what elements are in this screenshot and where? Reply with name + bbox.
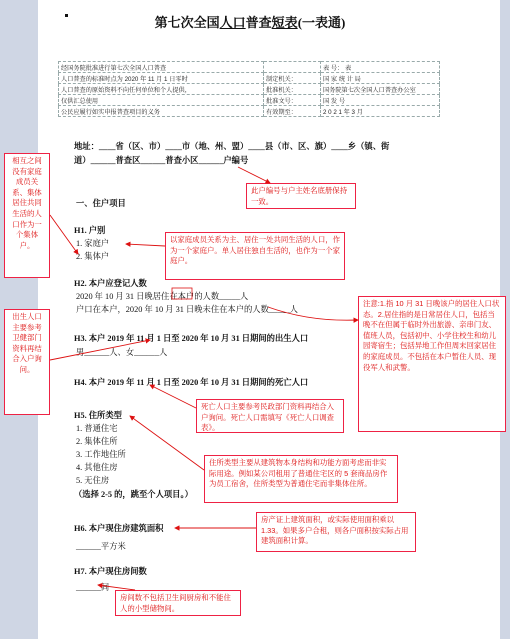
h5-option: 4. 其他住房	[76, 463, 118, 472]
section-heading: 一、住户项目	[76, 199, 126, 208]
h2-line-1: 2020 年 10 月 31 日晚居住在本户的人数_____人	[76, 292, 249, 301]
h5-label: H5. 住所类型	[74, 411, 122, 420]
h6-line: ______平方米	[76, 542, 126, 551]
h5-option: 2. 集体住所	[76, 437, 118, 446]
h3-line: 男______人、女______人	[76, 348, 168, 357]
annotation-h7-note: 房间数不包括卫生间厨房和不能住人的小型储物间。	[115, 590, 241, 616]
h3-label: H3. 本户 2019 年 11 月 1 日至 2020 年 10 月 31 日期间的出生人口	[74, 334, 309, 343]
meta-table	[58, 61, 440, 117]
annotation-h2-note: 注意:1.指 10 月 31 日晚该户的居住人口状态。2.居住指的是日常居住人口，包括当晚不在但属于临时外出旅游、亲串门友、值班人员，包括初中、小学住校生和幼儿园寄宿生；包括异地工作但周末回家居住的家庭成员。不包括在本户暂住人员、现役军人和武警。	[358, 296, 506, 432]
annotation-family-household: 以家庭成员关系为主、居住一处共同生活的人口，作为一个家庭户。单人居住独自生活的，也作为一个家庭户。	[165, 232, 345, 280]
meta-row: 经国务院批准进行第七次全国人口普查 表 号： 表	[59, 62, 440, 73]
h2-line-2: 户口在本户，2020 年 10 月 31 日晚未住在本户的人数_____人	[76, 305, 298, 314]
h7-line: ______间	[76, 583, 110, 592]
annotation-collective-household: 相互之间没有家庭成员关系、集体居住共同生活的人口作为一个集体户。	[4, 153, 50, 278]
bullet-dot	[65, 14, 68, 17]
h5-option: 1. 普通住宅	[76, 424, 118, 433]
h5-note: （选择 2-5 的，跳至个人项目。）	[74, 490, 193, 499]
page-title: 第七次全国人口普查短表(一表通)	[154, 15, 346, 30]
h5-option: 3. 工作地住所	[76, 450, 126, 459]
h1-option-2: 2. 集体户	[76, 252, 110, 261]
meta-row: 仅供汇总使用 批准文号： 国 发 号	[59, 95, 440, 106]
meta-row: 公民应履行如实申报普查项目的义务 有效期至： 2 0 2 1 年 3 月	[59, 106, 440, 117]
meta-row: 人口普查的原始资料不向任何单位和个人提供， 批准机关： 国务院第七次全国人口普查办公室	[59, 84, 440, 95]
address-line-2: 道）______普查区______普查小区______户编号	[74, 156, 249, 165]
annotation-household-number: 此户编号与户主姓名底册保持一致。	[246, 183, 356, 209]
h2-label: H2. 本户应登记人数	[74, 279, 147, 288]
annotation-birth-source: 出生人口主要参考卫健部门资料再结合入户询问。	[4, 309, 50, 415]
annotation-death-source: 死亡人口主要参考民政部门资料再结合入户询问。死亡人口需填写《死亡人口调查表》。	[196, 399, 344, 433]
meta-row: 人口普查的标准时点为 2020 年 11 月 1 日零时 制定机关： 国 家 统 计 局	[59, 73, 440, 84]
h6-label: H6. 本户现住房建筑面积	[74, 524, 164, 533]
h4-label: H4. 本户 2019 年 11 月 1 日至 2020 年 10 月 31 日期间的死亡人口	[74, 378, 309, 387]
h1-label: H1. 户别	[74, 226, 106, 235]
annotation-h6-note: 房产证上建筑面积，或实际使用面积乘以 1.33。如果多户合租，则各户面积按实际占用建筑面积计算。	[256, 512, 416, 552]
h1-option-1: 1. 家庭户	[76, 239, 110, 248]
annotation-h5-note: 住所类型主要从建筑物本身结构和功能方面考虑而非实际用途。例如某公司租用了普通住宅区的 5 套商品房作为员工宿舍，住所类型为普通住宅而非集体住所。	[204, 455, 398, 503]
h5-option: 5. 无住房	[76, 476, 110, 485]
address-line-1: 地址：____省（区、市）____市（地、州、盟）____县（市、区、旗）____乡（镇、街	[74, 142, 390, 151]
h7-label: H7. 本户现住房间数	[74, 567, 147, 576]
